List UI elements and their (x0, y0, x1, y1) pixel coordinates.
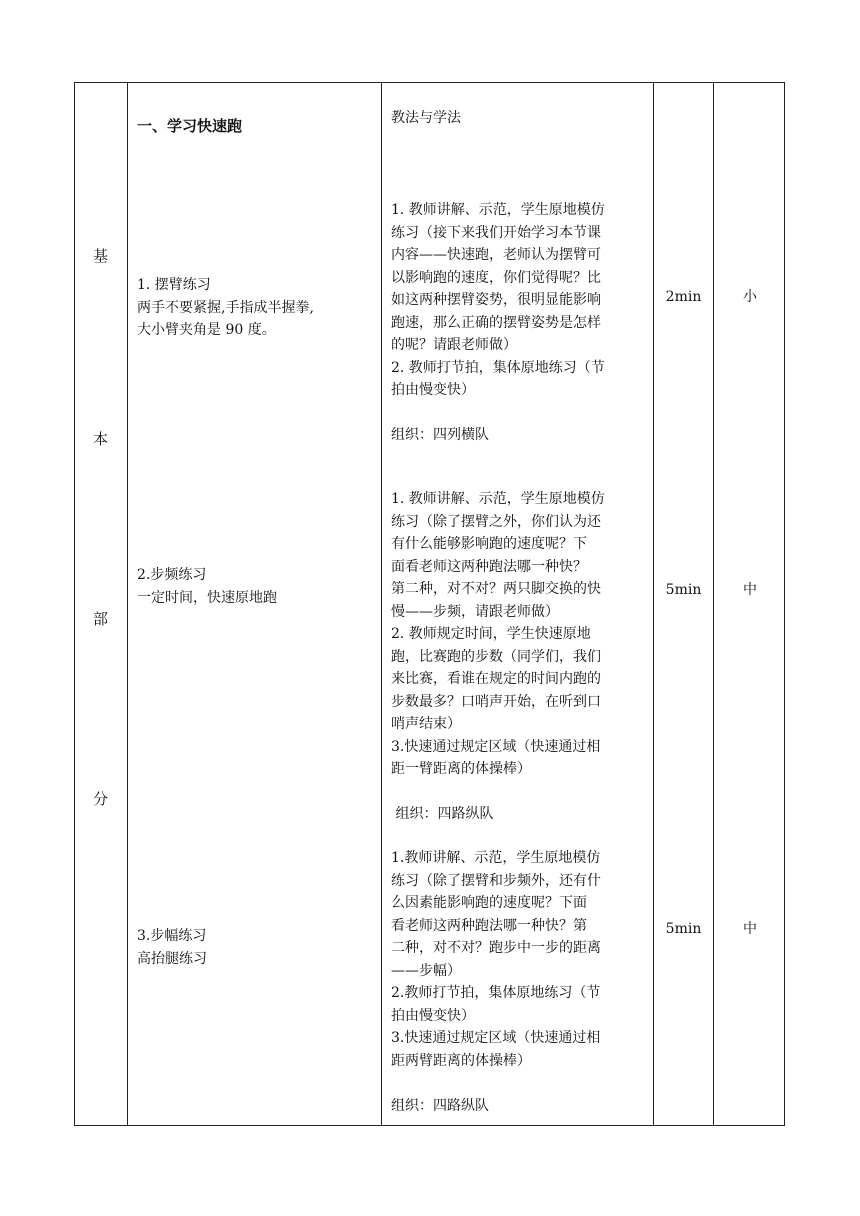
method-line: 看老师这两种跑法哪一种快？第 (391, 917, 587, 934)
method-line: 距一臂距离的体操棒） (391, 761, 531, 777)
method-line: 1.教师讲解、示范，学生原地模仿 (391, 850, 601, 866)
method-line: 2.教师打节拍，集体原地练习（节 (391, 985, 601, 1001)
methods-item-3 (391, 847, 601, 1117)
column-divider (653, 83, 654, 1125)
column-divider (127, 83, 128, 1125)
content-line: 2.步频练习 (137, 567, 207, 583)
content-line: 两手不要紧握,手指成半握拳, (137, 299, 314, 316)
method-line: 练习（除了摆臂和步频外，还有什 (391, 872, 601, 889)
method-line: 拍由慢变快） (391, 1007, 475, 1024)
method-line: 2. 教师打节拍，集体原地练习（节 (391, 359, 605, 376)
method-line (391, 1072, 601, 1095)
method-line: 练习（除了摆臂之外，你们认为还 (391, 513, 601, 530)
method-line: 距两臂距离的体操棒） (391, 1052, 531, 1069)
content-item-2 (137, 564, 277, 609)
method-line: 如这两种摆臂姿势，很明显能影响 (391, 292, 601, 308)
method-line: 组织：四列横队 (391, 427, 489, 443)
method-line: 二种，对不对？跑步中一步的距离 (391, 940, 601, 956)
method-line (391, 781, 605, 804)
section-label-char: 分 (93, 790, 109, 808)
method-line: 慢——步频，请跟老师做） (391, 603, 559, 620)
time-value: 5min (665, 582, 702, 598)
content-line: 3.步幅练习 (137, 928, 207, 944)
column-divider (381, 83, 382, 1125)
method-line: 2. 教师规定时间，学生快速原地 (391, 626, 591, 642)
methods-item-2 (391, 488, 605, 826)
method-line: 1. 教师讲解、示范，学生原地模仿 (391, 491, 605, 507)
time-value: 2min (665, 289, 702, 305)
intensity-value: 中 (743, 582, 757, 598)
method-line: 跑，比赛跑的步数（同学们，我们 (391, 648, 601, 665)
method-line: 3.快速通过规定区域（快速通过相 (391, 1030, 601, 1046)
method-line: 拍由慢变快） (391, 382, 475, 398)
method-line: 有什么能够影响跑的速度呢？下 (391, 536, 587, 552)
method-line: 面看老师这两种跑法哪一种快？ (391, 558, 587, 575)
content-item-3 (137, 925, 207, 970)
section-label-char: 基 (93, 247, 109, 265)
column-divider (713, 83, 714, 1125)
lesson-plan-table (74, 82, 785, 1126)
intensity-value: 中 (743, 921, 757, 937)
method-line: 练习（接下来我们开始学习本节课 (391, 224, 601, 241)
method-line: 哨声结束） (391, 716, 461, 732)
content-item-1 (137, 274, 314, 342)
method-line: 组织：四路纵队 (391, 1097, 489, 1114)
method-line: 来比赛，看谁在规定的时间内跑的 (391, 671, 601, 687)
method-line: 第二种，对不对？两只脚交换的快 (391, 581, 601, 597)
content-line: 高抬腿练习 (137, 950, 207, 967)
content-title: 一、学习快速跑 (137, 117, 243, 135)
content-line: 一定时间，快速原地跑 (137, 589, 277, 606)
method-line: 以影响跑的速度，你们觉得呢？比 (391, 269, 601, 286)
method-line (391, 402, 605, 425)
method-line: ——步幅） (391, 962, 461, 979)
section-label-char: 部 (93, 610, 109, 628)
method-line: 内容——快速跑，老师认为摆臂可 (391, 247, 601, 263)
method-line: 步数最多？口哨声开始，在听到口 (391, 693, 601, 710)
method-line: 的呢？请跟老师做） (391, 337, 517, 353)
method-line: 跑速，那么正确的摆臂姿势是怎样 (391, 314, 601, 331)
method-line: 3.快速通过规定区域（快速通过相 (391, 738, 601, 755)
section-label-char: 本 (93, 430, 109, 448)
intensity-value: 小 (743, 289, 757, 305)
content-line: 1. 摆臂练习 (137, 277, 211, 293)
methods-header: 教法与学法 (391, 110, 461, 126)
method-line: 么因素能影响跑的速度呢？下面 (391, 895, 587, 911)
content-line: 大小臂夹角是 90 度。 (137, 322, 276, 338)
methods-item-1 (391, 199, 605, 447)
time-value: 5min (665, 921, 702, 937)
method-line: 1. 教师讲解、示范，学生原地模仿 (391, 202, 605, 218)
method-line: 组织：四路纵队 (391, 806, 494, 822)
